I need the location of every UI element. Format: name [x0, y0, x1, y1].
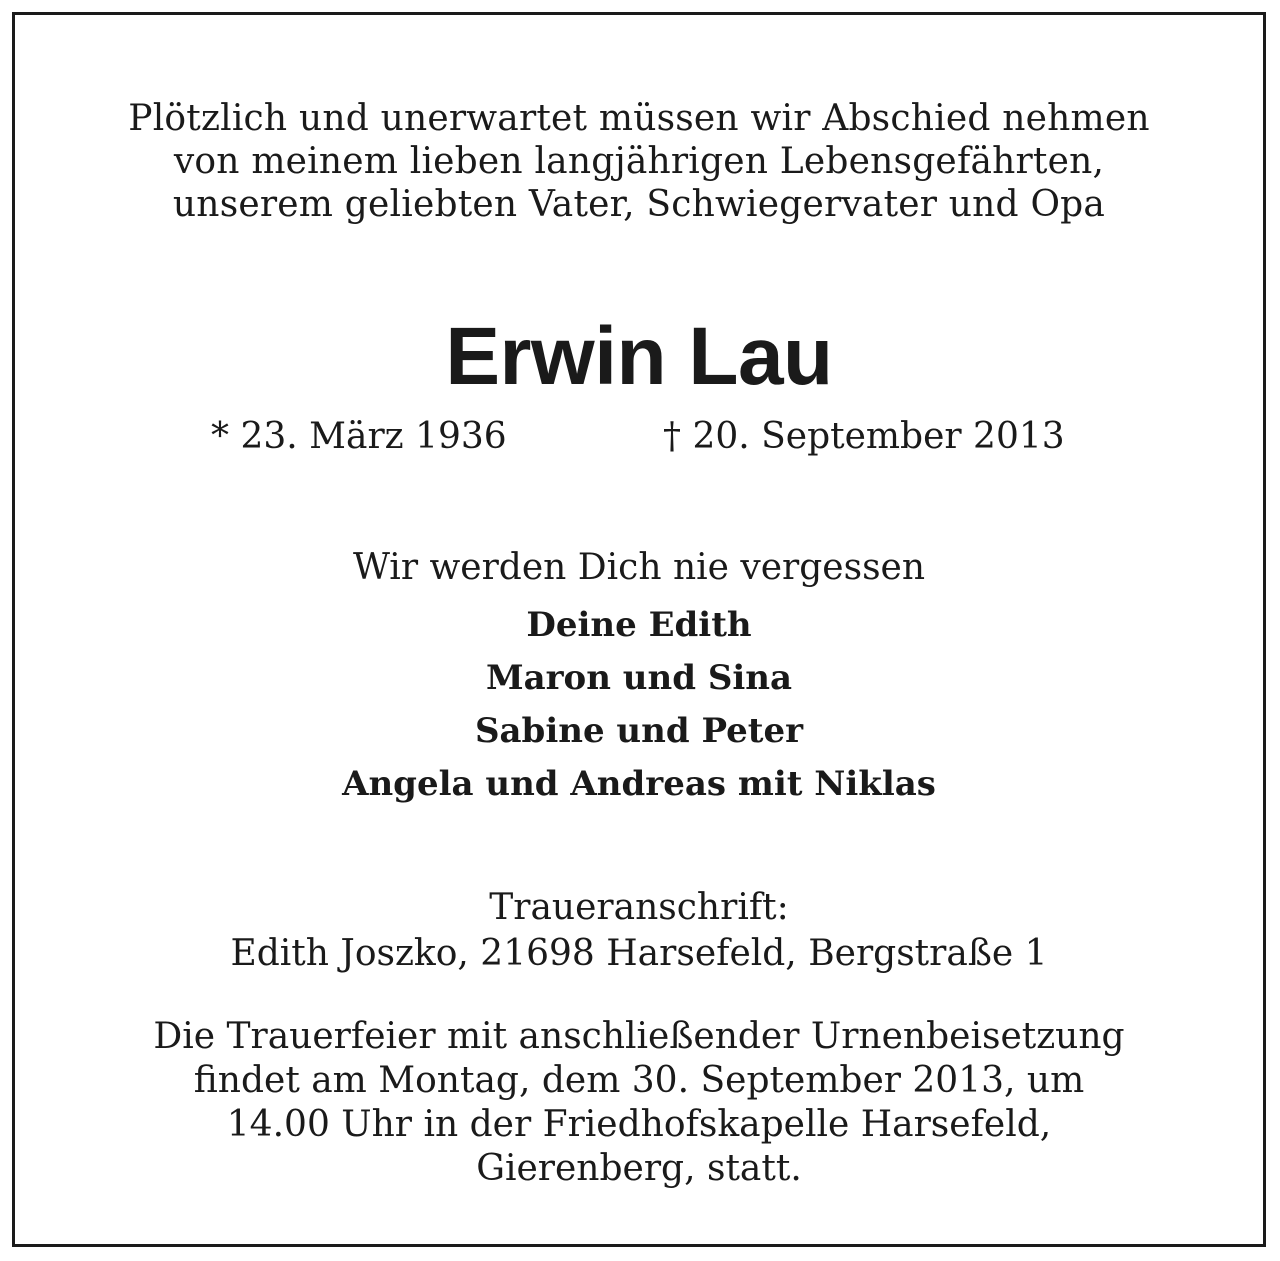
family-member: Angela und Andreas mit Niklas: [342, 764, 936, 804]
address-label: Traueranschrift:: [489, 887, 789, 928]
ceremony-line: Die Trauerfeier mit anschließender Urnenbeisetzung: [153, 1016, 1125, 1057]
family-member: Maron und Sina: [485, 658, 793, 698]
intro-text: [15, 97, 1263, 226]
ceremony-details: [15, 1015, 1263, 1191]
remembrance-line: Wir werden Dich nie vergessen: [352, 547, 926, 588]
intro-line: unserem geliebten Vater, Schwiegervater und Opa: [172, 184, 1106, 225]
birth-date: * 23. März 1936: [211, 416, 507, 457]
death-date: † 20. September 2013: [663, 416, 1065, 457]
ceremony-line: 14.00 Uhr in der Friedhofskapelle Harsefeld,: [226, 1104, 1052, 1145]
mourning-address: [15, 885, 1263, 977]
intro-line: Plötzlich und unerwartet müssen wir Abschied nehmen: [128, 98, 1150, 139]
address-text: Edith Joszko, 21698 Harsefeld, Bergstraße 1: [230, 933, 1048, 974]
deceased-name: Erwin Lau: [445, 311, 833, 402]
obituary-notice: [12, 12, 1266, 1247]
intro-line: von meinem lieben langjährigen Lebensgefährten,: [173, 141, 1105, 182]
family-member: Deine Edith: [526, 605, 752, 645]
family-member: Sabine und Peter: [474, 711, 804, 751]
family-signatures: [15, 599, 1263, 811]
ceremony-line: Gierenberg, statt.: [476, 1148, 802, 1189]
ceremony-line: findet am Montag, dem 30. September 2013, um: [193, 1060, 1085, 1101]
